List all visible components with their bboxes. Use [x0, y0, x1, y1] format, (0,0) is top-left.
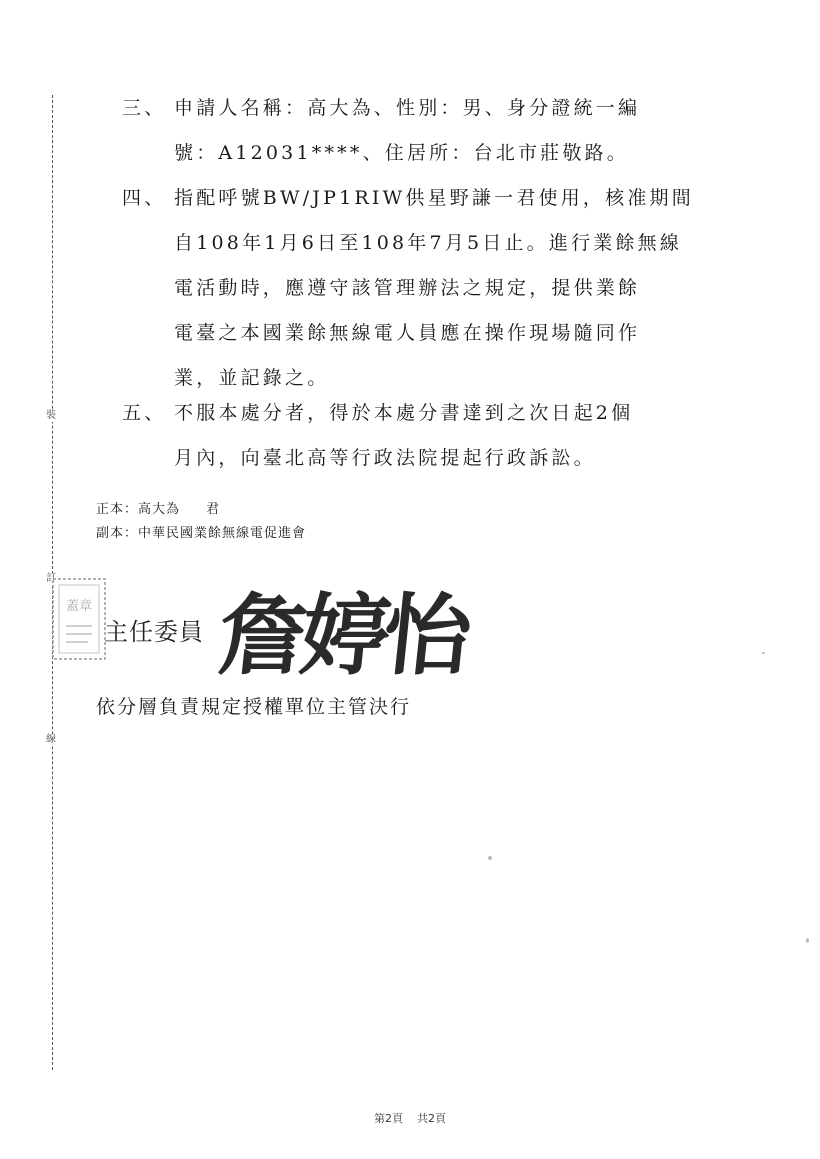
item-line: 電臺之本國業餘無線電人員應在操作現場隨同作: [174, 322, 641, 344]
item-line: 業，並記錄之。: [174, 367, 330, 389]
seal-stamp: [50, 576, 108, 662]
cc-copy-label: 副本：: [96, 526, 139, 541]
cc-original-name: 高大為: [138, 502, 181, 517]
page-number: 第2頁: [374, 1112, 403, 1125]
item-line: 指配呼號BW/JP1RIW供星野謙一君使用，核准期間: [174, 187, 694, 209]
scan-speck: [762, 652, 765, 654]
signature: 詹婷怡: [213, 583, 471, 687]
cc-copy-name: 中華民國業餘無線電促進會: [138, 526, 307, 541]
item-line: 自108年1月6日至108年7月5日止。進行業餘無線: [174, 232, 683, 254]
item-number: 五、: [122, 402, 167, 424]
item-line: 電活動時，應遵守該管理辦法之規定，提供業餘: [174, 277, 641, 299]
signatory-title: 主任委員: [104, 618, 204, 646]
cc-original: [96, 498, 220, 517]
item-line: 申請人名稱：高大為、性別：男、身分證統一編: [174, 97, 641, 119]
binding-mark-xian: 線: [46, 734, 56, 745]
cc-original-suffix: 君: [206, 502, 221, 517]
binding-mark-zhuang: 裝: [46, 410, 56, 421]
scan-speck: [488, 856, 492, 860]
page-total: 共2頁: [417, 1112, 446, 1125]
item-line: 月內，向臺北高等行政法院提起行政訴訟。: [174, 447, 596, 469]
cc-original-label: 正本：: [96, 502, 139, 517]
cc-copy: [96, 522, 306, 541]
item-line: 不服本處分者，得於本處分書達到之次日起2個: [174, 402, 634, 424]
delegation-note: 依分層負責規定授權單位主管決行: [96, 696, 412, 718]
item-number: 四、: [122, 187, 167, 209]
binding-mark-ding: 訂: [46, 573, 56, 584]
item-number: 三、: [122, 97, 167, 119]
item-line: 號：A12031****、住居所：台北市莊敬路。: [174, 142, 629, 164]
seal-text: 蓋章: [65, 599, 93, 614]
page-footer: [0, 1110, 820, 1126]
scan-speck: [806, 938, 809, 943]
